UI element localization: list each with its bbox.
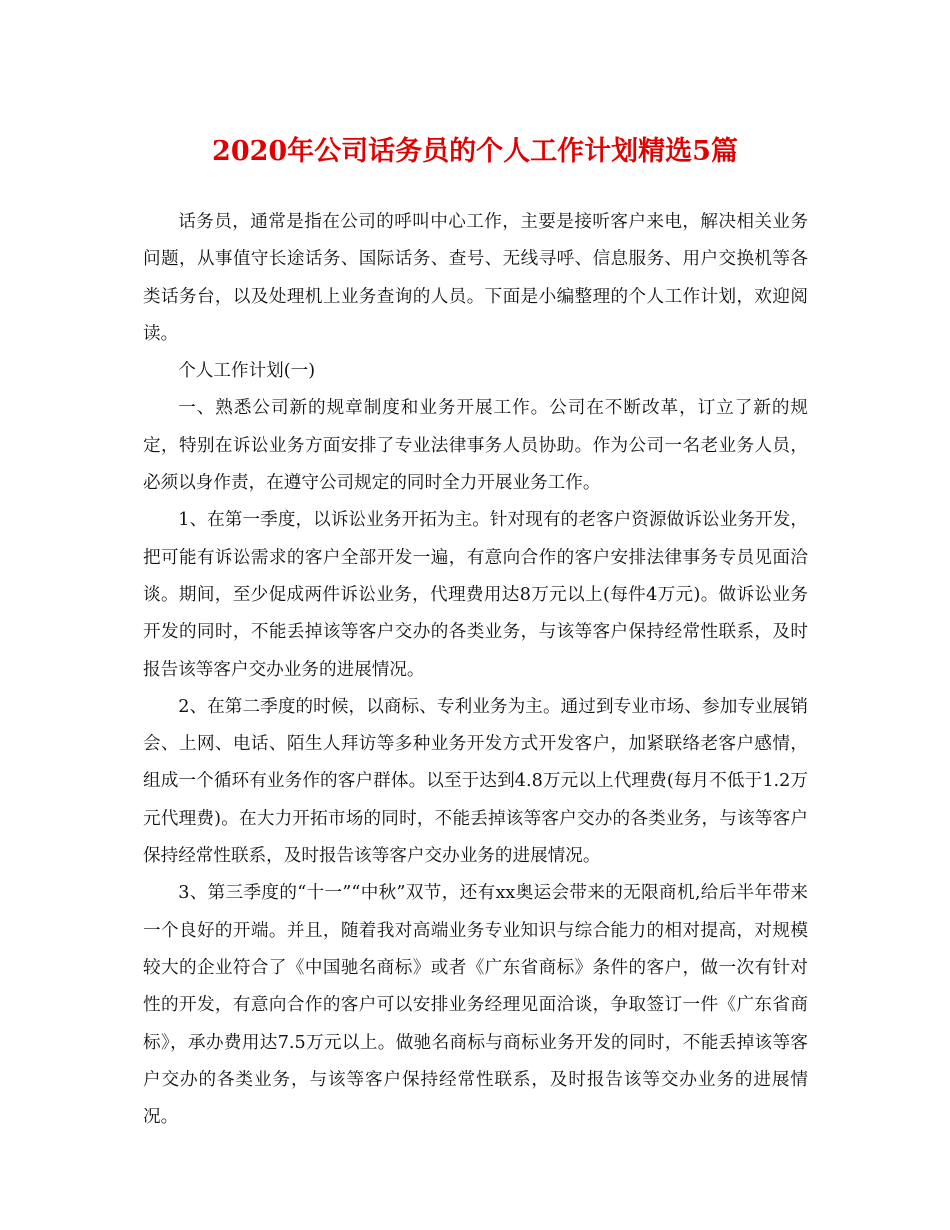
paragraph-q2: 2、在第二季度的时候，以商标、专利业务为主。通过到专业市场、参加专业展销会、上网、电话、陌生人拜访等多种业务开发方式开发客户，加紧联络老客户感情，组成一个循环有业务作的客户群体。以至于达到4.8万元以上代理费(每月不低于1.2万元代理费)。在大力开拓市场的同时，不能丢掉该等客户交办的各类业务，与该等客户保持经常性联系，及时报告该等客户交办业务的进展情况。	[143, 696, 808, 867]
paragraph-rules: 一、熟悉公司新的规章制度和业务开展工作。公司在不断改革，订立了新的规定，特别在诉讼业务方面安排了专业法律事务人员协助。作为公司一名老业务人员，必须以身作责，在遵守公司规定的同时全力开展业务工作。	[143, 398, 808, 494]
section-heading: 个人工作计划(一)	[178, 361, 316, 382]
paragraph-q1: 1、在第一季度，以诉讼业务开拓为主。针对现有的老客户资源做诉讼业务开发，把可能有诉讼需求的客户全部开发一遍，有意向合作的客户安排法律事务专员见面洽谈。期间，至少促成两件诉讼业务，代理费用达8万元以上(每件4万元)。做诉讼业务开发的同时，不能丢掉该等客户交办的各类业务，与该等客户保持经常性联系，及时报告该等客户交办业务的进展情况。	[143, 510, 808, 680]
paragraph-q3: 3、第三季度的“十一”“中秋”双节，还有xx奥运会带来的无限商机,给后半年带来一个良好的开端。并且，随着我对高端业务专业知识与综合能力的相对提高，对规模较大的企业符合了《中国驰名商标》或者《广东省商标》条件的客户，做一次有针对性的开发，有意向合作的客户可以安排业务经理见面洽谈，争取签订一件《广东省商标》，承办费用达7.5万元以上。做驰名商标与商标业务开发的同时，不能丢掉该等客户交办的各类业务，与该等客户保持经常性联系，及时报告该等交办业务的进展情况。	[143, 883, 808, 1128]
page-title: 2020年公司话务员的个人工作计划精选5篇	[212, 136, 738, 167]
document-body	[143, 204, 808, 1136]
intro-paragraph: 话务员，通常是指在公司的呼叫中心工作，主要是接听客户来电，解决相关业务问题，从事值守长途话务、国际话务、查号、无线寻呼、信息服务、用户交换机等各类话务台，以及处理机上业务查询的人员。下面是小编整理的个人工作计划，欢迎阅读。	[143, 212, 808, 344]
